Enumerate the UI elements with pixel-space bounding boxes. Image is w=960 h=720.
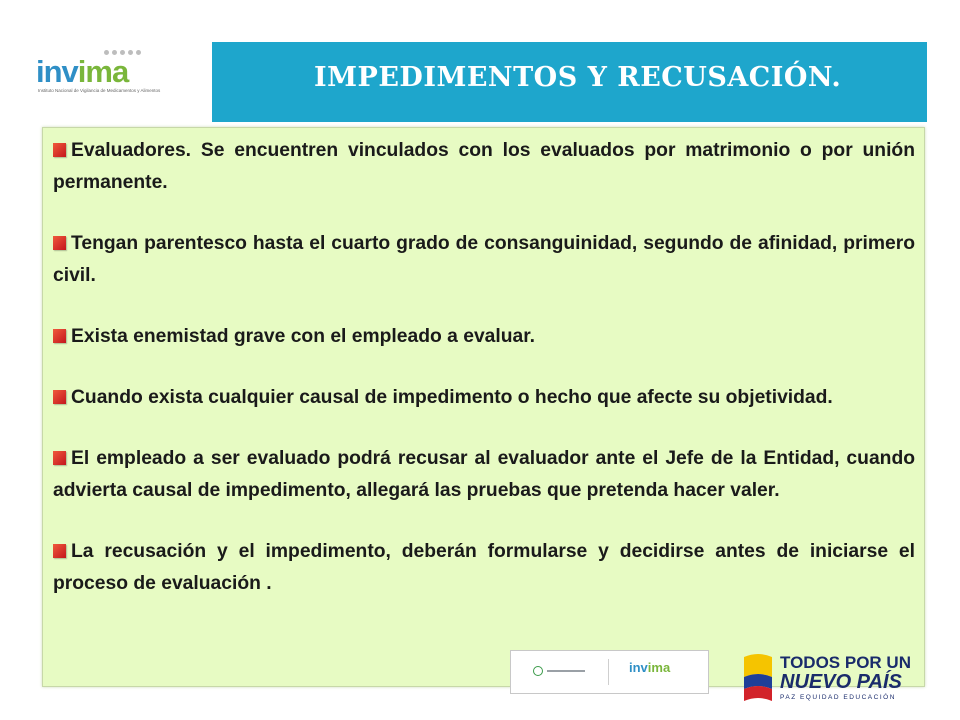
- list-item: [53, 321, 915, 353]
- gobierno-brand: [780, 654, 940, 701]
- list-item: [53, 443, 915, 507]
- bullet-list: [53, 135, 915, 600]
- strip-divider: [608, 659, 609, 685]
- invima-small-logo: invima: [629, 660, 671, 675]
- list-item-text: Cuando exista cualquier causal de impedimento o hecho que afecte su objetividad.: [71, 387, 833, 408]
- red-square-bullet-icon: [53, 329, 66, 343]
- list-item: [53, 135, 915, 199]
- list-item-text: Tengan parentesco hasta el cuarto grado de consanguinidad, segundo de afinidad, primero civil.: [53, 233, 915, 286]
- list-item-text: Exista enemistad grave con el empleado a evaluar.: [71, 326, 536, 347]
- page-title: IMPEDIMENTOS Y RECUSACIÓN.: [314, 62, 842, 93]
- ministry-seal-icon: [533, 666, 543, 676]
- red-square-bullet-icon: [53, 544, 66, 558]
- content-panel: [42, 127, 925, 687]
- red-square-bullet-icon: [53, 451, 66, 465]
- title-banner: [212, 42, 927, 122]
- brand-line-1: TODOS POR UN: [780, 653, 911, 672]
- list-item: [53, 228, 915, 292]
- list-item: [53, 536, 915, 600]
- red-square-bullet-icon: [53, 236, 66, 250]
- list-item: [53, 382, 915, 414]
- logo-subtitle: Instituto Nacional de Vigilancia de Medicamentos y Alimentos: [38, 88, 161, 93]
- brand-line-2: NUEVO PAÍS: [780, 671, 902, 693]
- invima-logo: [36, 50, 161, 98]
- red-square-bullet-icon: [53, 390, 66, 404]
- logo-wordmark: invima: [36, 54, 129, 89]
- ministry-name-mark: [547, 670, 585, 672]
- list-item-text: El empleado a ser evaluado podrá recusar al evaluador ante el Jefe de la Entidad, cuando advierta causal de impedimento, allegará las pruebas que pretenda hacer valer.: [53, 448, 915, 501]
- list-item-text: Evaluadores. Se encuentren vinculados con los evaluados por matrimonio o por unión permanente.: [53, 140, 915, 193]
- ministry-logo: [533, 666, 585, 676]
- footer-logo-strip: [510, 650, 709, 694]
- brand-tagline: PAZ EQUIDAD EDUCACIÓN: [780, 694, 896, 701]
- colombia-flag-icon: [740, 651, 776, 706]
- list-item-text: La recusación y el impedimento, deberán formularse y decidirse antes de iniciarse el proceso de evaluación .: [53, 541, 915, 594]
- red-square-bullet-icon: [53, 143, 66, 157]
